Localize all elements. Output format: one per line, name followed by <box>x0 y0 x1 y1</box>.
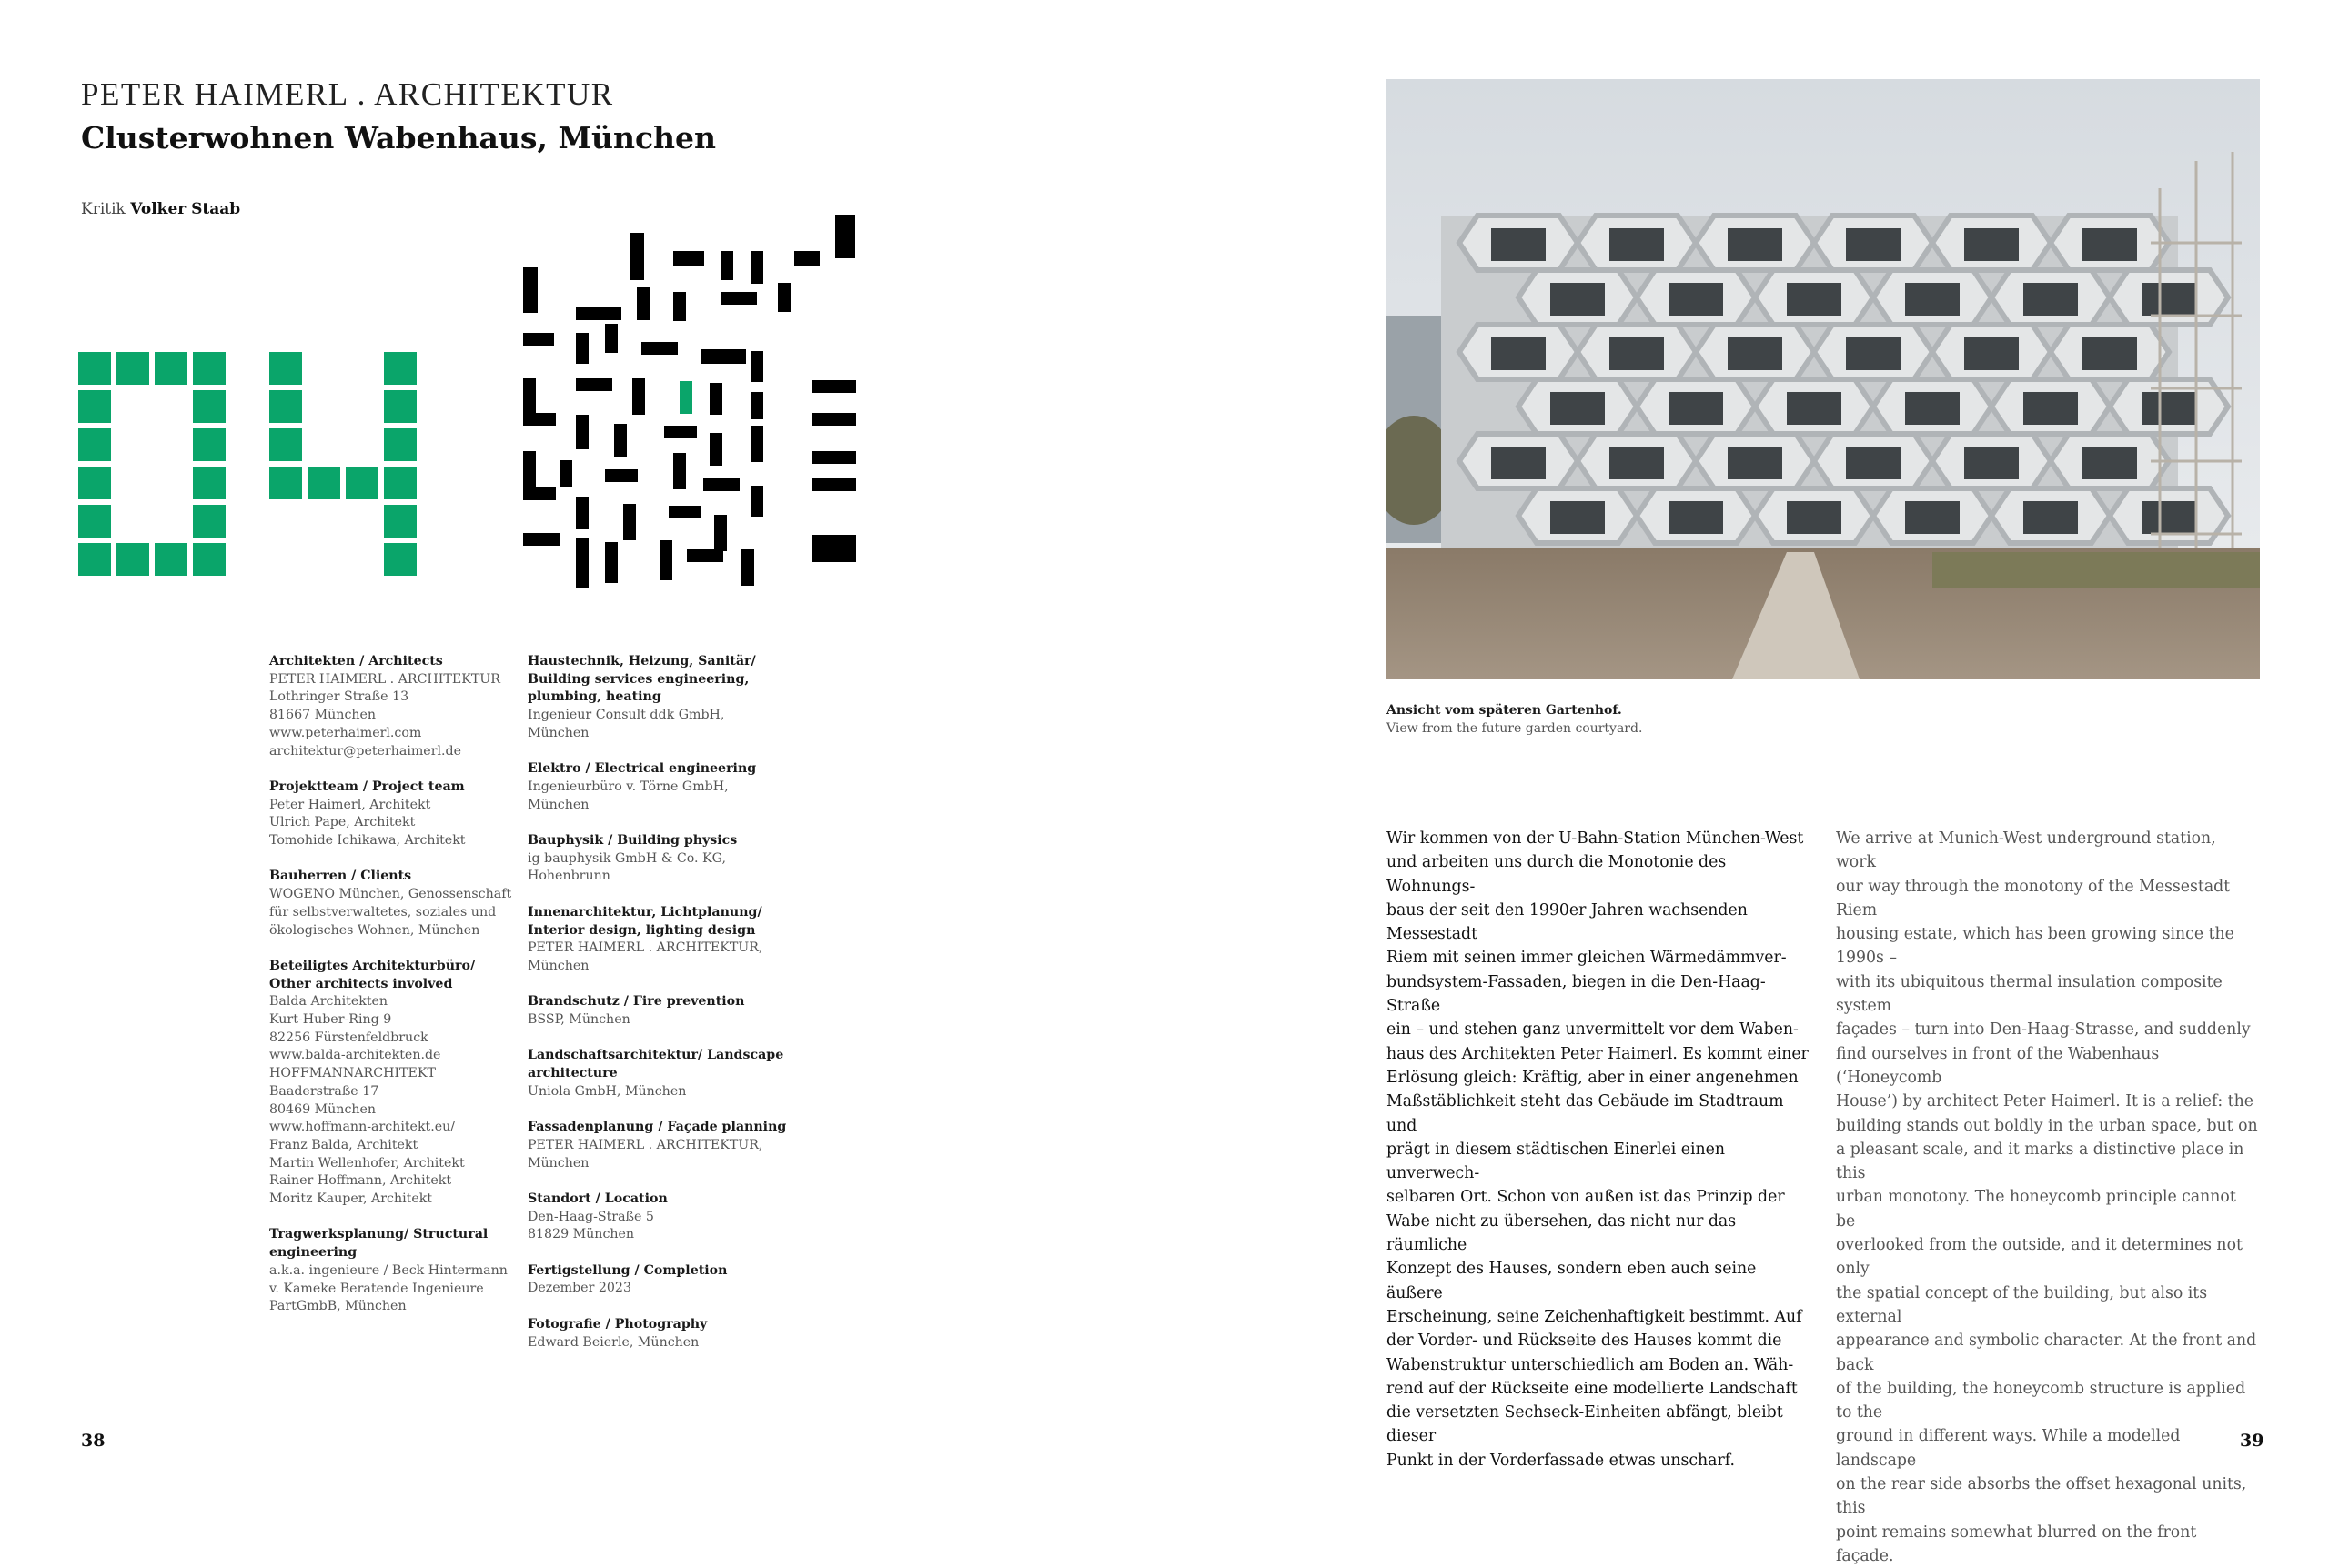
text-line: urban monotony. The honeycomb principle cannot be <box>1836 1188 2236 1231</box>
credit-block <box>269 779 515 850</box>
window <box>1491 447 1546 479</box>
text-line: building stands out boldly in the urban space, but on <box>1836 1116 2258 1135</box>
credit-block <box>269 653 515 760</box>
credit-line: München <box>528 725 590 740</box>
credit-line: 81667 München <box>269 708 377 723</box>
credit-heading: Landschaftsarchitektur/ Landscape architecture <box>528 1048 784 1081</box>
window <box>2082 447 2137 479</box>
black-rectangle <box>812 380 856 393</box>
critic-label: Kritik <box>81 200 126 218</box>
text-line: of the building, the honeycomb structure is applied to the <box>1836 1379 2246 1422</box>
credit-line: Franz Balda, Architekt <box>269 1137 418 1152</box>
digit-tile <box>78 505 111 538</box>
page-number-left: 38 <box>81 1431 106 1451</box>
black-rectangle <box>576 378 612 391</box>
black-rectangle <box>523 378 536 415</box>
credit-block <box>528 760 791 814</box>
credit-line: v. Kameke Beratende Ingenieure <box>269 1281 484 1296</box>
text-line: on the rear side absorbs the offset hexagonal units, this <box>1836 1475 2247 1518</box>
credit-heading: Haustechnik, Heizung, Sanitär/ Building services engineering, plumbing, heating <box>528 654 756 705</box>
black-rectangle <box>660 540 672 580</box>
lawn <box>1932 552 2260 588</box>
credit-block <box>528 1316 791 1352</box>
credit-line: Rainer Hoffmann, Architekt <box>269 1173 452 1189</box>
text-line: Maßstäblichkeit steht das Gebäude im Stadtraum und <box>1386 1092 1784 1135</box>
text-line: ein – und stehen ganz unvermittelt vor dem Waben- <box>1386 1020 1799 1040</box>
credit-line: Hohenbrunn <box>528 869 610 884</box>
window <box>1787 501 1841 534</box>
credit-heading: Fassadenplanung / Façade planning <box>528 1120 787 1135</box>
window <box>1728 337 1782 370</box>
window <box>1964 337 2019 370</box>
digit-tile <box>269 390 302 423</box>
black-rectangle <box>632 378 645 415</box>
black-rectangle <box>523 533 560 546</box>
text-line: We arrive at Munich-West underground station, work <box>1836 829 2216 872</box>
black-rectangle <box>523 333 554 346</box>
text-line: point remains somewhat blurred on the front façade. <box>1836 1523 2197 1565</box>
window <box>1964 447 2019 479</box>
window <box>2082 228 2137 261</box>
credit-block <box>269 958 515 1209</box>
window <box>2023 283 2078 316</box>
digit-tile <box>384 352 417 385</box>
credit-line: 80469 München <box>269 1101 377 1117</box>
digit-tile <box>269 352 302 385</box>
window <box>2082 337 2137 370</box>
window <box>1550 501 1605 534</box>
digit-tile <box>193 428 226 461</box>
black-rectangle <box>710 433 722 466</box>
credit-line: Lothringer Straße 13 <box>269 689 409 705</box>
credit-heading: Fotografie / Photography <box>528 1316 708 1332</box>
caption-de: Ansicht vom späteren Gartenhof. <box>1386 703 1622 718</box>
text-line: Wabenstruktur unterschiedlich am Boden an. Wäh- <box>1386 1355 1794 1374</box>
digit-tile <box>155 543 187 576</box>
text-line: Erscheinung, seine Zeichenhaftigkeit bestimmt. Auf <box>1386 1307 1802 1326</box>
credit-line: Ulrich Pape, Architekt <box>269 815 416 830</box>
credit-line: Balda Architekten <box>269 994 388 1010</box>
black-rectangle <box>614 424 627 457</box>
credit-line: architektur@peterhaimerl.de <box>269 743 462 759</box>
text-line: bundsystem-Fassaden, biegen in die Den-Haag-Straße <box>1386 972 1766 1016</box>
credit-line: HOFFMANNARCHITEKT <box>269 1066 436 1081</box>
text-line: Erlösung gleich: Kräftig, aber in einer angenehmen <box>1386 1068 1799 1087</box>
text-line: appearance and symbolic character. At the front and back <box>1836 1332 2257 1374</box>
text-line: housing estate, which has been growing since the 1990s – <box>1836 925 2234 968</box>
black-rectangle <box>812 451 856 464</box>
window <box>1609 447 1664 479</box>
black-rectangle <box>721 251 733 280</box>
text-line: a pleasant scale, and it marks a distinctive place in this <box>1836 1140 2244 1183</box>
text-line: prägt in diesem städtischen Einerlei einen unverwech- <box>1386 1140 1726 1183</box>
black-rectangle <box>741 549 754 586</box>
window <box>1846 337 1901 370</box>
credit-line: a.k.a. ingenieure / Beck Hintermann <box>269 1262 508 1278</box>
black-rectangle <box>751 351 763 382</box>
building-photo <box>1386 79 2260 679</box>
black-rectangle <box>623 504 636 540</box>
credit-line: ig bauphysik GmbH & Co. KG, <box>528 850 726 866</box>
credit-line: Uniola GmbH, München <box>528 1083 687 1099</box>
credit-heading: Tragwerksplanung/ Structural engineering <box>269 1227 489 1261</box>
photo-caption <box>1386 701 1642 738</box>
text-line: Wabe nicht zu übersehen, das nicht nur das räumliche <box>1386 1211 1737 1255</box>
credit-line: 82256 Fürstenfeldbruck <box>269 1030 428 1045</box>
credit-line: WOGENO München, Genossenschaft <box>269 887 512 902</box>
credit-line: Dezember 2023 <box>528 1281 631 1296</box>
text-line: selbaren Ort. Schon von außen ist das Prinzip der <box>1386 1188 1785 1207</box>
credit-heading: Architekten / Architects <box>269 654 443 668</box>
page-number-right: 39 <box>2240 1431 2264 1451</box>
black-rectangle <box>812 535 856 562</box>
body-text-english <box>1836 827 2259 1568</box>
digit-tile <box>155 352 187 385</box>
text-line: rend auf der Rückseite eine modellierte Landschaft <box>1386 1379 1798 1398</box>
digit-tile <box>78 467 111 499</box>
window <box>1609 337 1664 370</box>
window <box>1905 392 1960 425</box>
credit-block <box>528 832 791 886</box>
credits-column-1 <box>269 653 515 1334</box>
critic-name: Volker Staab <box>130 200 241 218</box>
window <box>1491 228 1546 261</box>
credits-column-2 <box>528 653 791 1370</box>
black-rectangle <box>751 426 763 462</box>
credit-heading: Brandschutz / Fire prevention <box>528 994 745 1010</box>
window <box>1787 392 1841 425</box>
text-line: Wir kommen von der U-Bahn-Station München-West <box>1386 829 1804 848</box>
black-rectangle <box>605 324 618 353</box>
credit-block <box>269 1226 515 1316</box>
digit-tile <box>116 543 149 576</box>
credit-line: Edward Beierle, München <box>528 1334 700 1350</box>
scattered-rectangles-graphic <box>523 215 862 588</box>
critic-line <box>81 200 240 218</box>
black-rectangle <box>576 415 589 449</box>
text-line: find ourselves in front of the Wabenhaus (‘Honeycomb <box>1836 1044 2160 1087</box>
window <box>1787 283 1841 316</box>
black-rectangle <box>794 251 820 266</box>
black-rectangle <box>523 413 556 426</box>
window <box>1550 283 1605 316</box>
text-line: with its ubiquitous thermal insulation composite system <box>1836 972 2223 1016</box>
credit-line: PETER HAIMERL . ARCHITEKTUR, <box>528 1137 763 1152</box>
digit-tile <box>269 428 302 461</box>
credit-line: 81829 München <box>528 1227 635 1242</box>
black-rectangle <box>637 287 650 320</box>
black-rectangle <box>576 497 589 529</box>
black-rectangle <box>751 251 763 284</box>
credit-line: Tomohide Ichikawa, Architekt <box>269 833 466 849</box>
digit-tile <box>193 352 226 385</box>
text-line: der Vorder- und Rückseite des Hauses kommt die <box>1386 1332 1782 1351</box>
window <box>1491 337 1546 370</box>
black-rectangle <box>751 486 763 517</box>
text-line: façades – turn into Den-Haag-Strasse, and suddenly <box>1836 1020 2251 1040</box>
project-title: Clusterwohnen Wabenhaus, München <box>81 120 717 156</box>
digits-04-tile-graphic <box>78 350 433 588</box>
credit-line: Kurt-Huber-Ring 9 <box>269 1012 392 1028</box>
credit-line: München <box>528 958 590 973</box>
window <box>1964 228 2019 261</box>
credit-heading: Bauherren / Clients <box>269 869 412 884</box>
black-rectangle <box>751 392 763 419</box>
black-rectangle <box>673 292 686 321</box>
window <box>2142 283 2196 316</box>
credit-block <box>269 868 515 940</box>
digit-tile <box>78 390 111 423</box>
black-rectangle <box>576 307 621 320</box>
credit-line: München <box>528 797 590 812</box>
credit-block <box>528 1191 791 1244</box>
window <box>1846 228 1901 261</box>
text-line: haus des Architekten Peter Haimerl. Es kommt einer <box>1386 1044 1809 1063</box>
credit-line: München <box>528 1155 590 1171</box>
text-line: Riem mit seinen immer gleichen Wärmedämmver- <box>1386 949 1787 968</box>
black-rectangle <box>605 469 638 482</box>
credit-line: www.hoffmann-architekt.eu/ <box>269 1120 456 1135</box>
credit-line: PETER HAIMERL . ARCHITEKTUR, <box>528 940 763 956</box>
credit-line: Ingenieurbüro v. Törne GmbH, <box>528 779 729 794</box>
digit-tile <box>269 467 302 499</box>
digit-tile <box>78 428 111 461</box>
digit-tile <box>78 543 111 576</box>
text-line: die versetzten Sechseck-Einheiten abfängt, bleibt dieser <box>1386 1403 1783 1446</box>
black-rectangle <box>812 413 856 426</box>
black-rectangle <box>701 349 746 364</box>
window <box>2023 501 2078 534</box>
digit-tile <box>384 505 417 538</box>
credit-heading: Elektro / Electrical engineering <box>528 761 757 777</box>
black-rectangle <box>778 283 791 312</box>
digit-tile <box>116 352 149 385</box>
digit-tile <box>384 467 417 499</box>
black-rectangle <box>703 478 740 491</box>
black-rectangle <box>523 487 556 500</box>
black-rectangle <box>630 233 644 280</box>
credit-block <box>528 653 791 743</box>
credit-line: Ingenieur Consult ddk GmbH, <box>528 708 725 723</box>
credit-block <box>528 904 791 976</box>
text-line: ground in different ways. While a modelled landscape <box>1836 1427 2181 1470</box>
tile-group-04 <box>78 352 417 576</box>
digit-tile <box>193 467 226 499</box>
window <box>1669 283 1723 316</box>
text-line: und arbeiten uns durch die Monotonie des Wohnungs- <box>1386 853 1727 896</box>
window <box>1669 392 1723 425</box>
window <box>1669 501 1723 534</box>
black-rectangle <box>576 333 589 364</box>
window <box>2142 501 2196 534</box>
credit-line: Peter Haimerl, Architekt <box>269 797 431 812</box>
black-rectangle <box>673 453 686 489</box>
credit-line: BSSP, München <box>528 1012 630 1027</box>
credit-heading: Innenarchitektur, Lichtplanung/ Interior design, lighting design <box>528 904 762 938</box>
body-text-german <box>1386 827 1812 1473</box>
credit-line: www.balda-architekten.de <box>269 1048 441 1063</box>
credit-line: www.peterhaimerl.com <box>269 725 422 740</box>
black-rectangle <box>641 342 678 355</box>
digit-tile <box>384 543 417 576</box>
text-line: House’) by architect Peter Haimerl. It is a relief: the <box>1836 1092 2253 1111</box>
black-rectangle <box>835 215 855 258</box>
window <box>1905 501 1960 534</box>
green-accent-rectangle <box>680 381 692 414</box>
credit-line: PartGmbB, München <box>269 1299 407 1314</box>
digit-tile <box>78 352 111 385</box>
window <box>1550 392 1605 425</box>
digit-tile <box>384 428 417 461</box>
credit-heading: Bauphysik / Building physics <box>528 833 738 848</box>
credit-line: ökologisches Wohnen, München <box>269 922 480 938</box>
credit-block <box>528 1047 791 1101</box>
window <box>1905 283 1960 316</box>
digit-tile <box>384 390 417 423</box>
credit-line: Den-Haag-Straße 5 <box>528 1209 654 1224</box>
window <box>2023 392 2078 425</box>
window <box>1728 228 1782 261</box>
credit-line: Baaderstraße 17 <box>269 1083 379 1099</box>
window <box>1609 228 1664 261</box>
black-rectangle <box>523 267 538 313</box>
black-rectangle <box>560 460 572 487</box>
digit-tile <box>193 543 226 576</box>
window <box>2142 392 2196 425</box>
black-rectangle <box>605 542 618 583</box>
text-line: overlooked from the outside, and it determines not only <box>1836 1236 2243 1279</box>
office-name: PETER HAIMERL . ARCHITEKTUR <box>81 76 614 112</box>
window <box>1728 447 1782 479</box>
window <box>1846 447 1901 479</box>
black-rectangle <box>523 451 536 487</box>
caption-en: View from the future garden courtyard. <box>1386 721 1643 736</box>
black-rectangle <box>721 292 757 305</box>
credit-block <box>528 1119 791 1172</box>
black-rectangle <box>664 426 697 438</box>
credit-block <box>528 1262 791 1298</box>
black-rectangle <box>812 478 856 491</box>
black-rectangle <box>576 538 589 588</box>
credit-heading: Beteiligtes Architekturbüro/ Other architects involved <box>269 958 476 991</box>
credit-heading: Standort / Location <box>528 1191 668 1206</box>
credit-line: PETER HAIMERL . ARCHITEKTUR <box>269 671 500 687</box>
digit-tile <box>308 467 340 499</box>
credit-line: Martin Wellenhofer, Architekt <box>269 1155 465 1171</box>
text-line: Konzept des Hauses, sondern eben auch seine äußere <box>1386 1260 1757 1302</box>
black-rectangle <box>710 383 722 415</box>
digit-tile <box>193 390 226 423</box>
credit-heading: Projektteam / Project team <box>269 779 465 794</box>
digit-tile <box>346 467 378 499</box>
black-rectangle <box>687 549 723 562</box>
credit-heading: Fertigstellung / Completion <box>528 1262 728 1278</box>
text-line: our way through the monotony of the Messestadt Riem <box>1836 877 2231 920</box>
credit-block <box>528 993 791 1029</box>
black-rectangle <box>673 251 704 266</box>
credit-line: Moritz Kauper, Architekt <box>269 1191 433 1207</box>
digit-tile <box>193 505 226 538</box>
text-line: baus der seit den 1990er Jahren wachsenden Messestadt <box>1386 900 1748 944</box>
text-line: the spatial concept of the building, but also its external <box>1836 1283 2208 1326</box>
credit-line: für selbstverwaltetes, soziales und <box>269 904 497 920</box>
black-rectangle <box>714 515 727 551</box>
black-rectangle <box>669 506 701 518</box>
text-line: Punkt in der Vorderfassade etwas unscharf. <box>1386 1451 1736 1470</box>
